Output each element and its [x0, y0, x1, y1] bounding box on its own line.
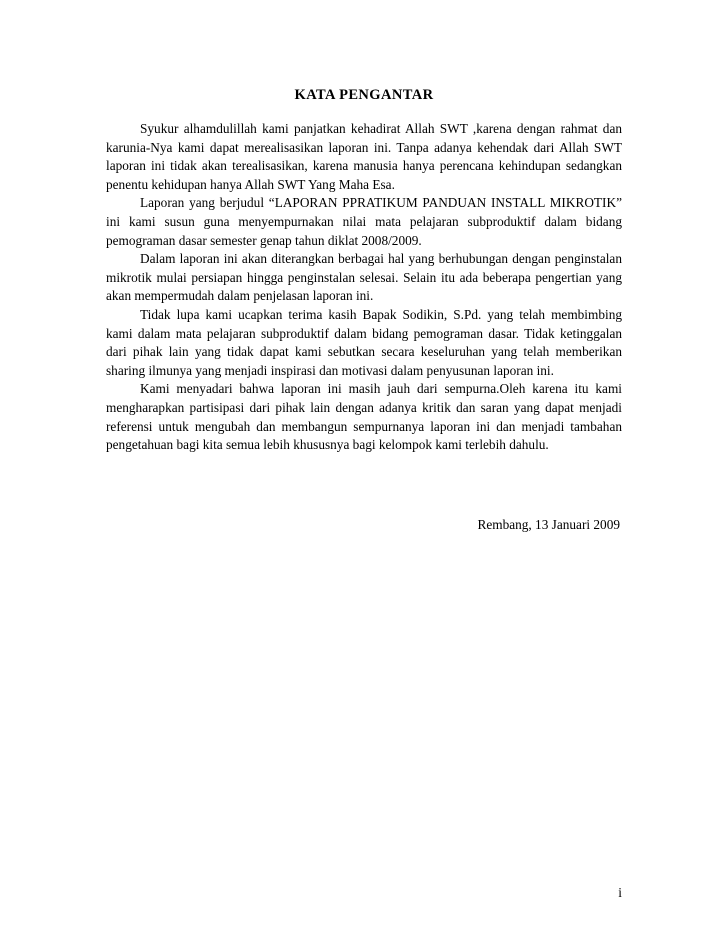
- page-number: i: [618, 885, 622, 900]
- paragraph-5: Kami menyadari bahwa laporan ini masih jauh dari sempurna.Oleh karena itu kami mengharapkan partisipasi dari pihak lain dengan adanya kritik dan saran yang dapat menjadi referensi untuk mengubah dan membangun sempurnanya laporan ini dan menjadi tambahan pengetahuan bagi kita semua lebih khususnya bagi kelompok kami terlebih dahulu.: [106, 381, 622, 453]
- paragraph-3: Dalam laporan ini akan diterangkan berbagai hal yang berhubungan dengan penginstalan mikrotik mulai persiapan hingga penginstalan selesai. Selain itu ada beberapa pengertian yang akan mempermudah dalam penjelasan laporan ini.: [106, 251, 622, 304]
- page-title: KATA PENGANTAR: [294, 87, 434, 103]
- place-date: Rembang, 13 Januari 2009: [477, 517, 620, 532]
- body-text: [106, 120, 622, 455]
- paragraph-4: Tidak lupa kami ucapkan terima kasih Bapak Sodikin, S.Pd. yang telah membimbing kami dalam mata pelajaran subproduktif dalam bidang pemograman dasar. Tidak ketinggalan dari pihak lain yang tidak dapat kami sebutkan secara keseluruhan yang telah memberikan sharing ilmunya yang menjadi inspirasi dan motivasi dalam penyusunan laporan ini.: [106, 306, 622, 378]
- paragraph-2: Laporan yang berjudul “LAPORAN PPRATIKUM PANDUAN INSTALL MIKROTIK” ini kami susun guna menyempurnakan nilai mata pelajaran subproduktif dalam bidang pemograman dasar semester genap tahun diklat 2008/2009.: [106, 195, 622, 248]
- paragraph-1: Syukur alhamdulillah kami panjatkan kehadirat Allah SWT ,karena dengan rahmat dan karunia-Nya kami dapat merealisasikan laporan ini. Tanpa adanya kehendak dari Allah SWT laporan ini tidak akan terealisasikan, karena manusia hanya perencana kehindupan sedangkan penentu kehidupan hanya Allah SWT Yang Maha Esa.: [106, 121, 622, 192]
